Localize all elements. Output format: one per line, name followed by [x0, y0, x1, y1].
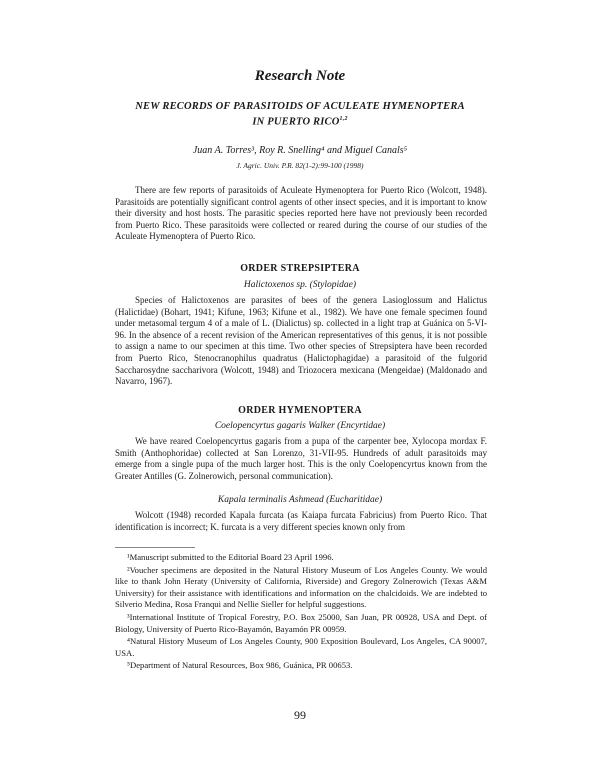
page-number: 99 — [294, 708, 306, 722]
journal-citation: J. Agric. Univ. P.R. 82(1-2):99-100 (1998) — [236, 161, 364, 170]
title-footnote-marks: 1,2 — [339, 116, 348, 122]
footnote-3: ³International Institute of Tropical Forestry, P.O. Box 25000, San Juan, PR 00928, USA and Dept. of Biology, University of Puerto Rico-Bayamón, Bayamón PR 00959. — [115, 611, 487, 634]
title-line-1: NEW RECORDS OF PARASITOIDS OF ACULEATE HYMENOPTERA — [135, 101, 465, 112]
kapala-text: Wolcott (1948) recorded Kapala furcata (as Kaiapa furcata Fabricius) from Puerto Rico. That identification is incorrect; K. furcata is a very different species known only from — [115, 510, 487, 532]
footnote-4: ⁴Natural History Museum of Los Angeles County, 900 Exposition Boulevard, Los Angeles, CA 90007, USA. — [115, 636, 487, 658]
author-list: Juan A. Torres³, Roy R. Snelling⁴ and Miguel Canals⁵ — [192, 145, 408, 156]
footnote-2: ²Voucher specimens are deposited in the Natural History Museum of Los Angeles County. We would like to thank John Heraty (University of California, Riverside) and Gregory Zolnerowich (Texas A&M University) for their assistance with identifications and information on the chalcidoids. We are indebted to Silverio Medina, Rosa Franqui and Nellie Sieller for helpful suggestions. — [115, 564, 487, 610]
kapala-paragraph — [115, 510, 487, 533]
subhead-kapala: Kapala terminalis Ashmead (Eucharitidae) — [217, 495, 383, 505]
subhead-halictoxenos: Halictoxenos sp. (Stylopidae) — [243, 280, 357, 290]
coelopencyrtus-paragraph — [115, 436, 487, 482]
coelopencyrtus-text: We have reared Coelopencyrtus gagaris from a pupa of the carpenter bee, Xylocopa mordax F. Smith (Anthophoridae) collected at San Lorenzo, 31-VII-95. Hundreds of adult parasitoids may emerge from a single pupa of the much larger host. This is the only Coelopencyrtus known from the Greater Antilles (G. Zolnerowich, personal communication). — [115, 436, 487, 481]
intro-text: There are few reports of parasitoids of Aculeate Hymenoptera for Puerto Rico (Wolcott, 1948). Parasitoids are potentially significant control agents of other insect species, and it is important to know their diversity and host hosts. The parasitic species reported here have not previously been recorded from Puerto Rico. These parasitoids were collected or reared during the course of our studies of the Aculeate Hymenoptera of Puerto Rico. — [115, 185, 487, 242]
strepsiptera-paragraph — [115, 295, 487, 388]
footnote-5: ⁵Department of Natural Resources, Box 986, Guánica, PR 00653. — [127, 660, 353, 671]
footnotes — [115, 552, 487, 673]
heading-hymenoptera: ORDER HYMENOPTERA — [238, 405, 362, 416]
heading-strepsiptera: ORDER STREPSIPTERA — [240, 263, 360, 274]
section-label: Research Note — [254, 68, 346, 84]
article-title — [0, 100, 600, 129]
subhead-coelopencyrtus: Coelopencyrtus gagaris Walker (Encyrtidae) — [214, 421, 386, 431]
title-line-2-text: IN PUERTO RICO — [252, 116, 340, 128]
title-line-2 — [0, 113, 600, 129]
strepsiptera-text: Species of Halictoxenos are parasites of bees of the genera Lasioglossum and Halictus (Halictidae) (Bohart, 1941; Kifune, 1963; Kifune et al., 1982). We have one female specimen found under metasomal tergum 4 of a male of L. (Dialictus) sp. collected in a light trap at Guánica on 5-VI-96. In the absence of a recent revision of the American representatives of this genus, it is not possible to assign a name to our specimen at this time. Two other species of Strepsiptera have been recorded from Puerto Rico, Stenocranophilus quadratus (Halictophagidae) a parasitoid of the fulgorid Saccharosydne saccharivora (Wolcott, 1948) and Triozocera mexicana (Mengeidae) (Maldonado and Navarro, 1967). — [115, 295, 487, 387]
intro-paragraph — [115, 185, 487, 243]
footnote-divider — [115, 547, 195, 548]
footnote-1: ¹Manuscript submitted to the Editorial Board 23 April 1996. — [127, 552, 334, 562]
